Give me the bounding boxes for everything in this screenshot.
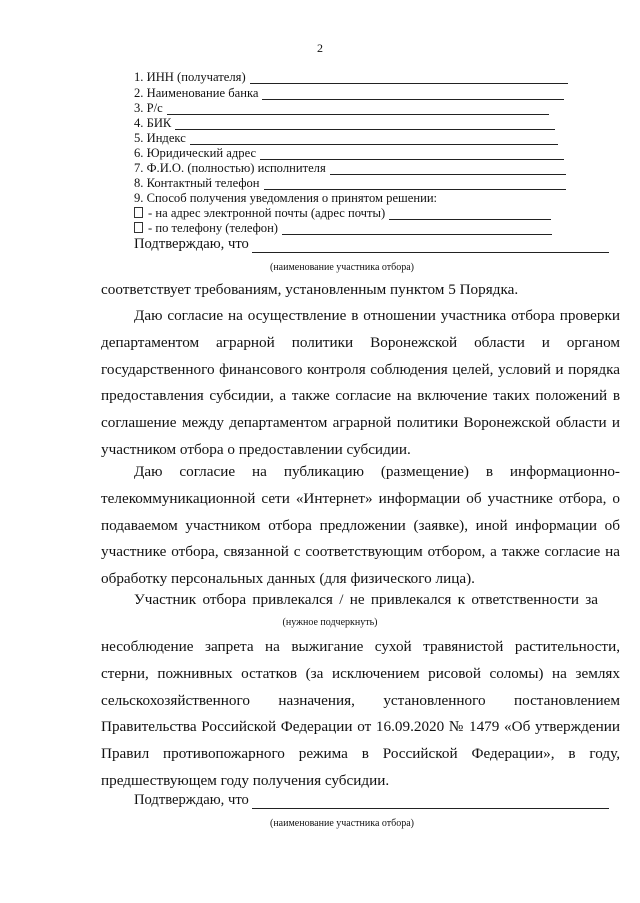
email-checkbox[interactable]: [134, 207, 143, 218]
executor-name-input-line[interactable]: [330, 164, 566, 175]
page-number: 2: [317, 41, 323, 55]
inn-input-line[interactable]: [250, 73, 568, 84]
phone-field: [134, 176, 566, 190]
phone-number-input-line[interactable]: [282, 224, 552, 235]
confirm2-note: (наименование участника отбора): [270, 818, 414, 829]
index-input-line[interactable]: [190, 134, 558, 145]
liability-note: (нужное подчеркнуть): [282, 617, 378, 628]
email-input-line[interactable]: [389, 209, 551, 220]
account-label: 3. Р/с: [134, 101, 163, 115]
index-label: 5. Индекс: [134, 131, 186, 145]
option-email: [134, 206, 551, 220]
executor-name-field: [134, 161, 566, 175]
confirm2-input-line[interactable]: [252, 796, 609, 809]
bik-field: [134, 116, 555, 130]
account-field: [134, 101, 549, 115]
confirm1-note: (наименование участника отбора): [270, 262, 414, 273]
notification-method-label: 9. Способ получения уведомления о принятом решении:: [134, 191, 438, 205]
notification-method-field: [134, 191, 439, 205]
option-phone: [134, 221, 552, 235]
bank-name-label: 2. Наименование банка: [134, 86, 259, 100]
phone-checkbox[interactable]: [134, 222, 143, 233]
confirm2-label: Подтверждаю, что: [134, 792, 249, 808]
liability-paragraph: несоблюдение запрета на выжигание сухой травянистой растительности, стерни, пожнивных остатков (за исключением рисовой соломы) на землях сельскохозяйственного назначения, установленного постановлением Правительства Российской Федерации от 16.09.2020 № 1479 «Об утверждении Правил противопожарного режима в Российской Федерации», в году, предшествующем году получения субсидии.: [101, 638, 620, 789]
legal-address-input-line[interactable]: [260, 149, 564, 160]
option-phone-label: - по телефону (телефон): [148, 221, 278, 235]
bik-label: 4. БИК: [134, 116, 172, 130]
confirm1-input-line[interactable]: [252, 240, 609, 253]
bank-name-field: [134, 86, 564, 100]
index-field: [134, 131, 558, 145]
confirm2-row: [134, 792, 609, 809]
consent-paragraph-2: Даю согласие на публикацию (размещение) в информационно-телекоммуникационной сети «Интернет» информации об участнике отбора, о подаваемом участником отбора предложении (заявке), иной информации об участнике отбора, связанной с соответствующим отбором, а также согласие на обработку персональных данных (для физического лица).: [101, 463, 620, 588]
bank-name-input-line[interactable]: [262, 89, 564, 100]
confirm1-row: [134, 236, 609, 253]
legal-address-label: 6. Юридический адрес: [134, 146, 257, 160]
phone-label: 8. Контактный телефон: [134, 176, 260, 190]
consent-paragraph-1: Даю согласие на осуществление в отношении участника отбора проверки департаментом аграрной политики Воронежской области и органом государственного финансового контроля соблюдения целей, условий и порядка предоставления субсидии, а также согласие на включение таких положений в соглашение между департаментом аграрной политики Воронежской области и участником отбора о предоставлении субсидии.: [101, 307, 620, 458]
confirm1-label: Подтверждаю, что: [134, 236, 249, 252]
bik-input-line[interactable]: [175, 119, 555, 130]
inn-label: 1. ИНН (получателя): [134, 70, 246, 84]
liability-line: Участник отбора привлекался / не привлекался к ответственности за: [134, 591, 598, 608]
requirements-line: соответствует требованиям, установленным пунктом 5 Порядка.: [101, 281, 519, 298]
option-email-label: - на адрес электронной почты (адрес почты): [148, 206, 386, 220]
executor-name-label: 7. Ф.И.О. (полностью) исполнителя: [134, 161, 326, 175]
phone-input-line[interactable]: [264, 179, 566, 190]
inn-field: [134, 70, 568, 84]
account-input-line[interactable]: [167, 104, 549, 115]
legal-address-field: [134, 146, 564, 160]
